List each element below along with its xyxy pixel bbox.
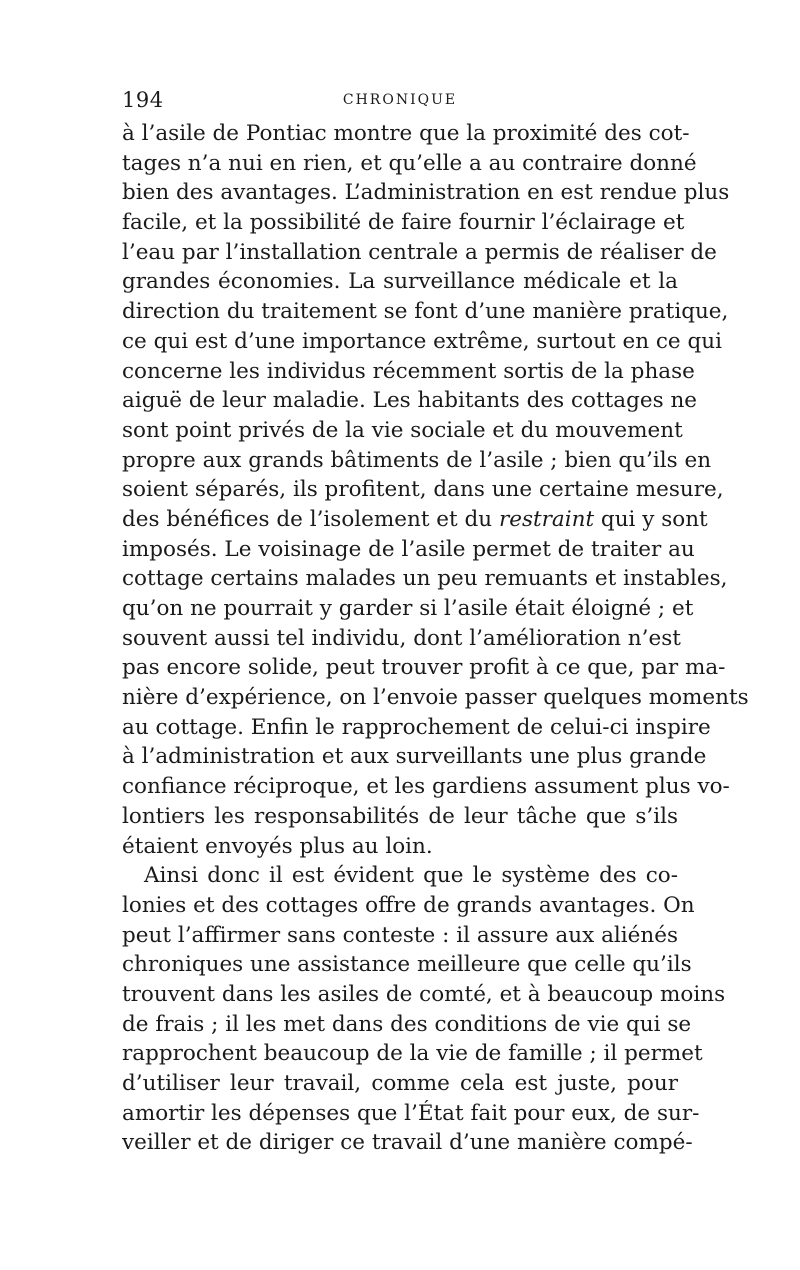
text-line: d’utiliser leur travail, comme cela est juste, pour xyxy=(122,1071,678,1096)
text-line: souvent aussi tel individu, dont l’amélioration n’est xyxy=(122,625,681,651)
text-line: rapprochent beaucoup de la vie de famille ; il permet xyxy=(122,1041,703,1067)
text-line: nière d’expérience, on l’envoie passer quelques moments xyxy=(122,685,749,711)
text-line: amortir les dépenses que l’État fait pour eux, de sur- xyxy=(122,1100,700,1126)
text-line: grandes économies. La surveillance médicale et la xyxy=(122,269,678,295)
text-line: ce qui est d’une importance extrême, surtout en ce qui xyxy=(122,328,722,354)
page-header xyxy=(122,88,678,118)
page-number: 194 xyxy=(122,88,164,112)
text-line: pas encore solide, peut trouver profit à ce que, par ma- xyxy=(122,655,726,681)
text-line: peut l’affirmer sans conteste : il assure aux aliénés xyxy=(122,922,678,948)
text-line: l’eau par l’installation centrale a permis de réaliser de xyxy=(122,239,717,265)
paragraph-1 xyxy=(122,119,749,861)
running-title: CHRONIQUE xyxy=(342,92,458,108)
text-line: aiguë de leur maladie. Les habitants des cottages ne xyxy=(122,388,698,414)
text-line: imposés. Le voisinage de l’asile permet de traiter au xyxy=(122,536,695,562)
text-line: chroniques une assistance meilleure que celle qu’ils xyxy=(122,952,692,978)
text-segment: qui y sont xyxy=(594,506,708,532)
text-line: de frais ; il les met dans des conditions de vie qui se xyxy=(122,1011,692,1037)
text-line: lonies et des cottages offre de grands avantages. On xyxy=(122,892,695,918)
text-line: Ainsi donc il est évident que le système des co- xyxy=(144,863,678,889)
text-line: étaient envoyés plus au loin. xyxy=(122,833,433,859)
paragraph-2 xyxy=(122,861,726,1158)
text-line: à l’administration et aux surveillants une plus grande xyxy=(122,744,707,770)
text-line: à l’asile de Pontiac montre que la proximité des cot- xyxy=(122,121,690,146)
italic-word: restraint xyxy=(498,506,595,532)
text-line: au cottage. Enfin le rapprochement de celui-ci inspire xyxy=(122,714,711,740)
text-segment: des bénéfices de l’isolement et du xyxy=(122,506,499,532)
text-line-with-italic xyxy=(122,505,708,535)
text-line: facile, et la possibilité de faire fournir l’éclairage et xyxy=(122,210,685,236)
text-line: veiller et de diriger ce travail d’une manière compé- xyxy=(122,1130,693,1156)
text-line: propre aux grands bâtiments de l’asile ; bien qu’ils en xyxy=(122,447,712,473)
body-text xyxy=(122,119,749,1158)
text-line: tages n’a nui en rien, et qu’elle a au contraire donné xyxy=(122,150,697,176)
text-line: bien des avantages. L’administration en est rendue plus xyxy=(122,180,730,206)
text-line: confiance réciproque, et les gardiens assument plus vo- xyxy=(122,774,730,800)
text-line: sont point privés de la vie sociale et du mouvement xyxy=(122,417,683,443)
text-line: qu’on ne pourrait y garder si l’asile était éloigné ; et xyxy=(122,596,694,621)
text-line: cottage certains malades un peu remuants et instables, xyxy=(122,566,728,592)
text-line: trouvent dans les asiles de comté, et à beaucoup moins xyxy=(122,981,726,1007)
text-line: concerne les individus récemment sortis de la phase xyxy=(122,358,695,384)
text-line: direction du traitement se font d’une manière pratique, xyxy=(122,299,729,325)
text-line: lontiers les responsabilités de leur tâche que s’ils xyxy=(122,803,678,829)
text-line: soient séparés, ils profitent, dans une certaine mesure, xyxy=(122,477,724,503)
